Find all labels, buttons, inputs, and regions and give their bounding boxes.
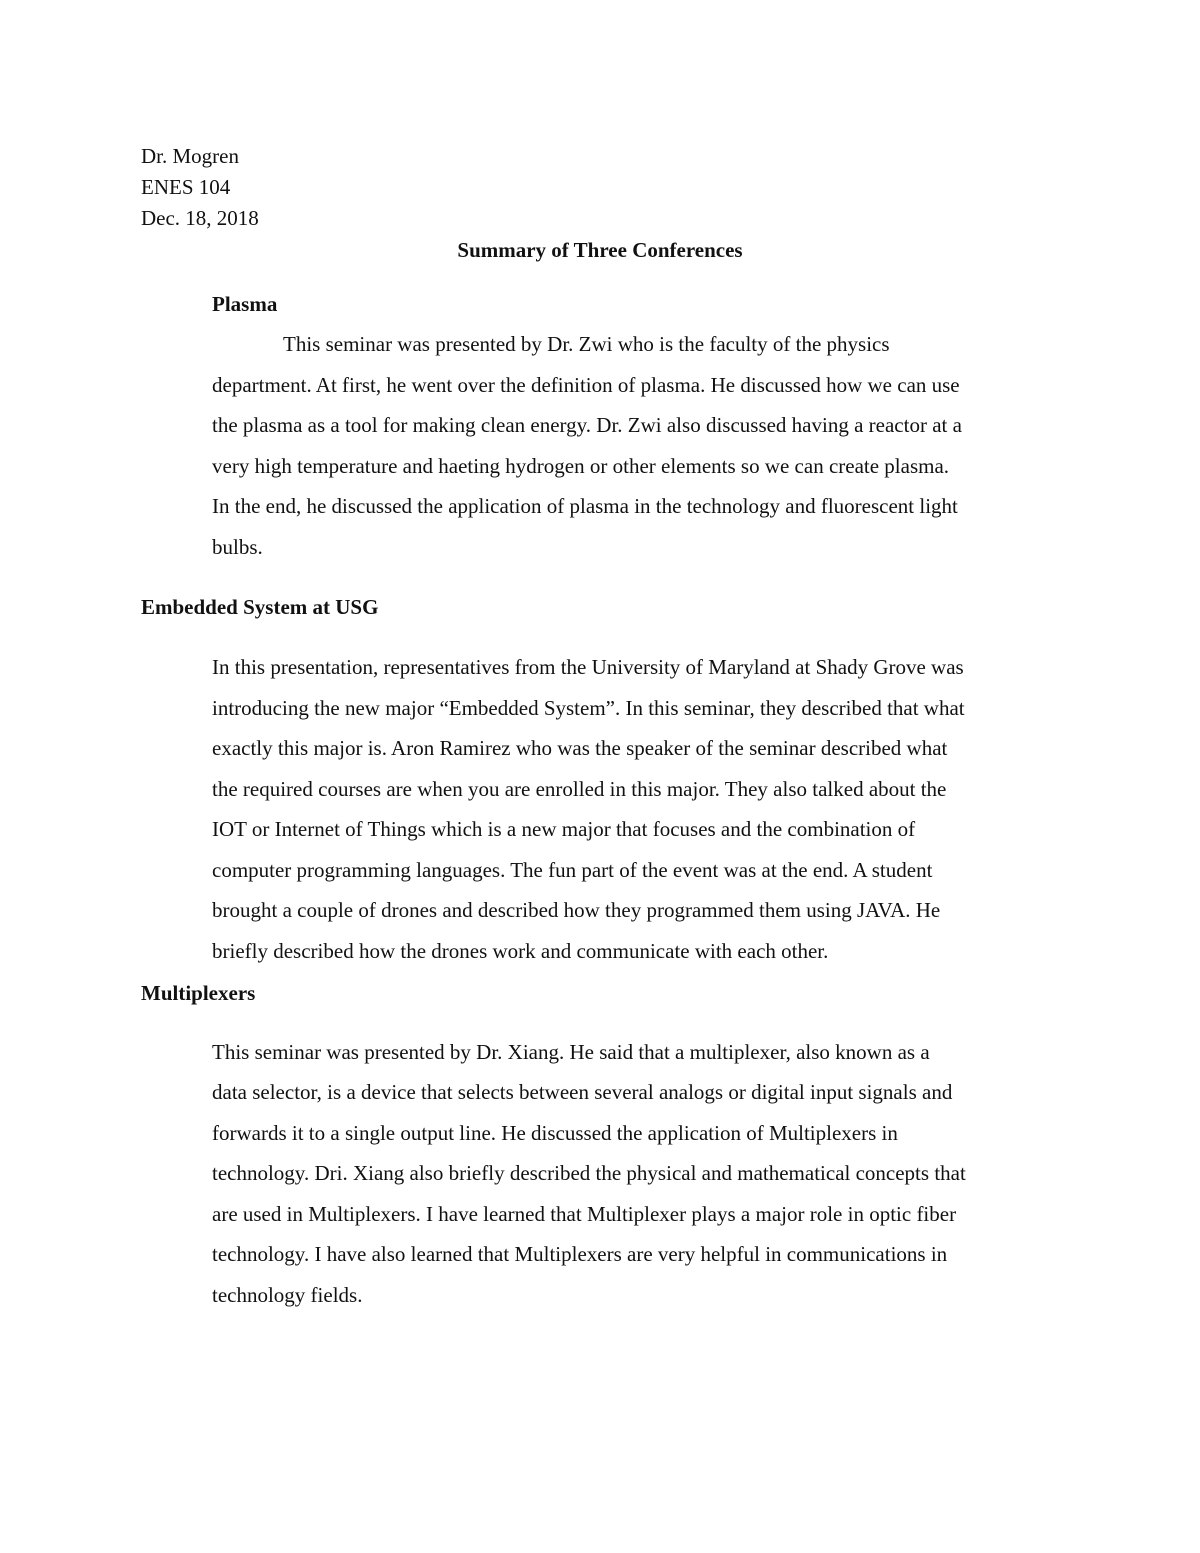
paragraph-line: department. At first, he went over the definition of plasma. He discussed how we can use (212, 373, 960, 397)
paragraph-line: technology fields. (212, 1283, 363, 1307)
paragraph-line: In the end, he discussed the application of plasma in the technology and fluorescent light (212, 494, 958, 518)
paragraph-line: brought a couple of drones and described how they programmed them using JAVA. He (212, 898, 941, 922)
paragraph-line: the required courses are when you are enrolled in this major. They also talked about the (212, 777, 947, 801)
instructor-name: Dr. Mogren (141, 144, 239, 168)
paragraph-line: are used in Multiplexers. I have learned that Multiplexer plays a major role in optic fiber (212, 1202, 957, 1226)
paragraph-line: very high temperature and haeting hydrogen or other elements so we can create plasma. (212, 454, 950, 478)
paragraph-line: exactly this major is. Aron Ramirez who was the speaker of the seminar described what (212, 736, 948, 760)
paragraph-line: technology. I have also learned that Multiplexers are very helpful in communications in (212, 1242, 948, 1266)
section-heading-plasma: Plasma (212, 292, 278, 316)
document-title: Summary of Three Conferences (457, 238, 743, 262)
paragraph-line: This seminar was presented by Dr. Zwi who is the faculty of the physics (283, 332, 890, 356)
paragraph-line: In this presentation, representatives from the University of Maryland at Shady Grove was (212, 655, 964, 679)
paragraph-line: the plasma as a tool for making clean energy. Dr. Zwi also discussed having a reactor at a (212, 413, 962, 437)
paragraph-line: data selector, is a device that selects between several analogs or digital input signals and (212, 1080, 953, 1104)
paragraph-line: briefly described how the drones work and communicate with each other. (212, 939, 829, 963)
paragraph-line: This seminar was presented by Dr. Xiang. He said that a multiplexer, also known as a (212, 1040, 930, 1064)
paragraph-line: technology. Dri. Xiang also briefly described the physical and mathematical concepts that (212, 1161, 966, 1185)
section-heading-multiplexers: Multiplexers (141, 981, 256, 1005)
paragraph-line: introducing the new major “Embedded System”. In this seminar, they described that what (212, 696, 965, 720)
course-code: ENES 104 (141, 175, 231, 199)
document-date: Dec. 18, 2018 (141, 206, 259, 230)
section-heading-embedded-system: Embedded System at USG (141, 595, 379, 619)
paragraph-line: forwards it to a single output line. He discussed the application of Multiplexers in (212, 1121, 898, 1145)
paragraph-line: IOT or Internet of Things which is a new major that focuses and the combination of (212, 817, 916, 841)
paragraph-line: computer programming languages. The fun part of the event was at the end. A student (212, 858, 933, 882)
paragraph-line: bulbs. (212, 535, 263, 559)
